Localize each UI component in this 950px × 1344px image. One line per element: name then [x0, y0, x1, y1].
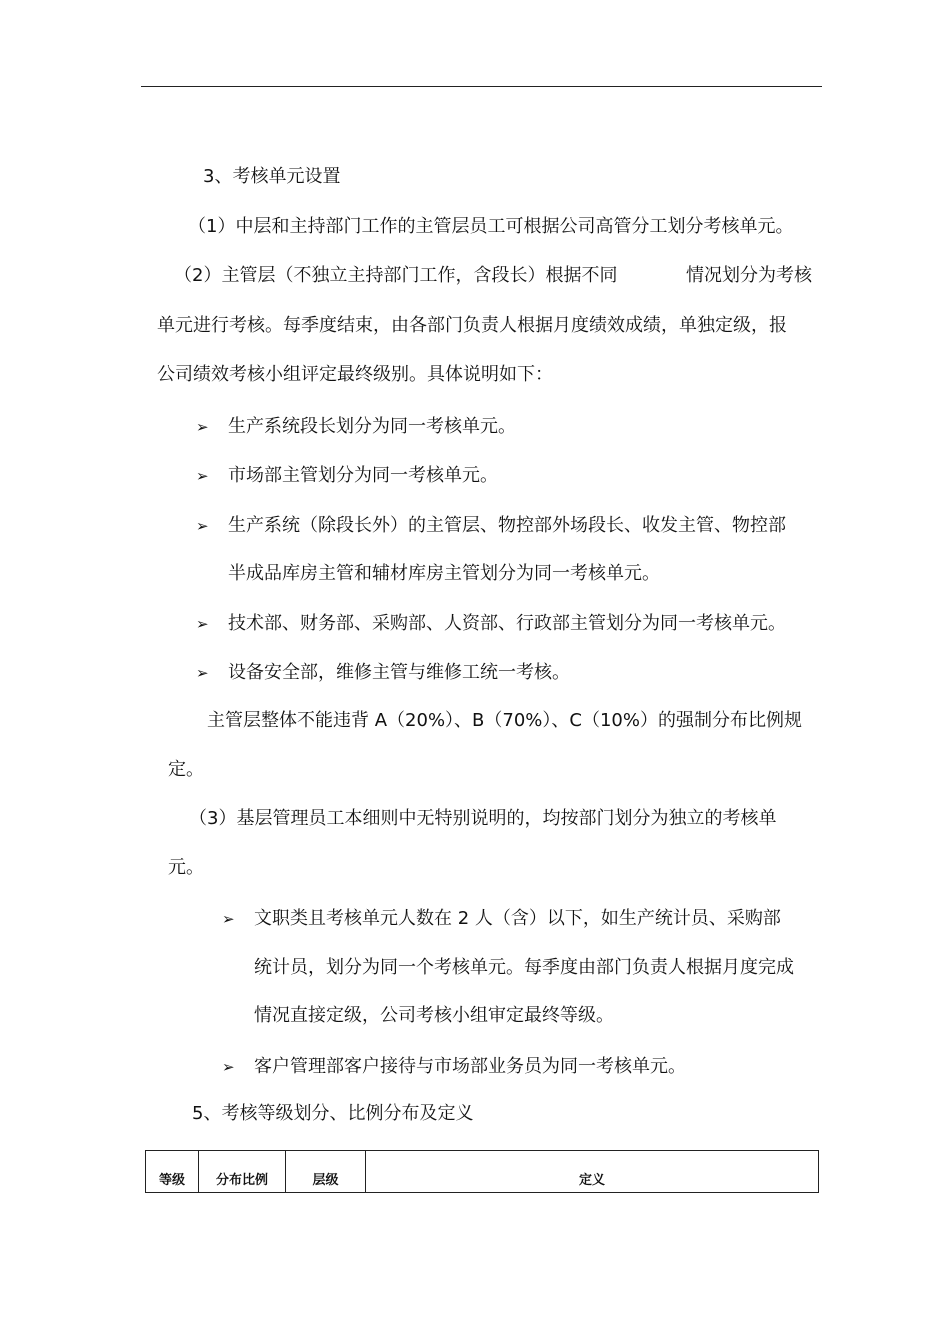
column-header-level: 层级 — [286, 1151, 366, 1193]
bullet-item-text: 生产系统（除段长外）的主管层、物控部外场段长、收发主管、物控部 — [228, 515, 786, 536]
paragraph-2-line-1a: （2）主管层（不独立主持部门工作，含段长）根据不同 — [174, 265, 618, 286]
bullet-arrow-icon: ➢ — [222, 1058, 235, 1076]
column-header-grade: 等级 — [146, 1151, 199, 1193]
bullet-arrow-icon: ➢ — [196, 615, 209, 633]
paragraph-1: （1）中层和主持部门工作的主管层员工可根据公司高管分工划分考核单元。 — [188, 216, 794, 237]
header-rule — [141, 86, 822, 87]
section3-heading: 3、考核单元设置 — [203, 166, 341, 187]
bullet-arrow-icon: ➢ — [196, 517, 209, 535]
bullet-arrow-icon: ➢ — [196, 664, 209, 682]
grade-table — [145, 1150, 819, 1193]
column-header-ratio: 分布比例 — [199, 1151, 286, 1193]
paragraph-2-line-2: 单元进行考核。每季度结束，由各部门负责人根据月度绩效成绩，单独定级，报 — [157, 315, 787, 336]
bullet-item-text: 市场部主管划分为同一考核单元。 — [228, 465, 498, 486]
sub-bullet-item-text: 统计员，划分为同一个考核单元。每季度由部门负责人根据月度完成 — [254, 957, 794, 978]
sub-bullet-item-text: 客户管理部客户接待与市场部业务员为同一考核单元。 — [254, 1056, 686, 1077]
bullet-item-text: 技术部、财务部、采购部、人资部、行政部主管划分为同一考核单元。 — [228, 613, 786, 634]
bullet-item-text: 半成品库房主管和辅材库房主管划分为同一考核单元。 — [228, 563, 660, 584]
column-header-definition: 定义 — [366, 1151, 819, 1193]
bullet-arrow-icon: ➢ — [222, 910, 235, 928]
paragraph-3-line-1: （3）基层管理员工本细则中无特别说明的，均按部门划分为独立的考核单 — [189, 808, 777, 829]
ratio-note-line-1: 主管层整体不能违背 A（20%）、B（70%）、C（10%）的强制分布比例规 — [207, 710, 802, 731]
bullet-item-text: 设备安全部，维修主管与维修工统一考核。 — [228, 662, 570, 683]
paragraph-2-line-3: 公司绩效考核小组评定最终级别。具体说明如下： — [157, 364, 553, 385]
paragraph-2-line-1b: 情况划分为考核 — [686, 265, 812, 286]
section5-heading: 5、考核等级划分、比例分布及定义 — [192, 1103, 474, 1124]
paragraph-3-line-2: 元。 — [168, 857, 204, 878]
bullet-arrow-icon: ➢ — [196, 467, 209, 485]
sub-bullet-item-text: 情况直接定级，公司考核小组审定最终等级。 — [254, 1005, 614, 1026]
bullet-item-text: 生产系统段长划分为同一考核单元。 — [228, 416, 516, 437]
bullet-arrow-icon: ➢ — [196, 418, 209, 436]
sub-bullet-item-text: 文职类且考核单元人数在 2 人（含）以下，如生产统计员、采购部 — [254, 908, 781, 929]
table-header-row — [146, 1151, 819, 1193]
ratio-note-line-2: 定。 — [168, 759, 204, 780]
